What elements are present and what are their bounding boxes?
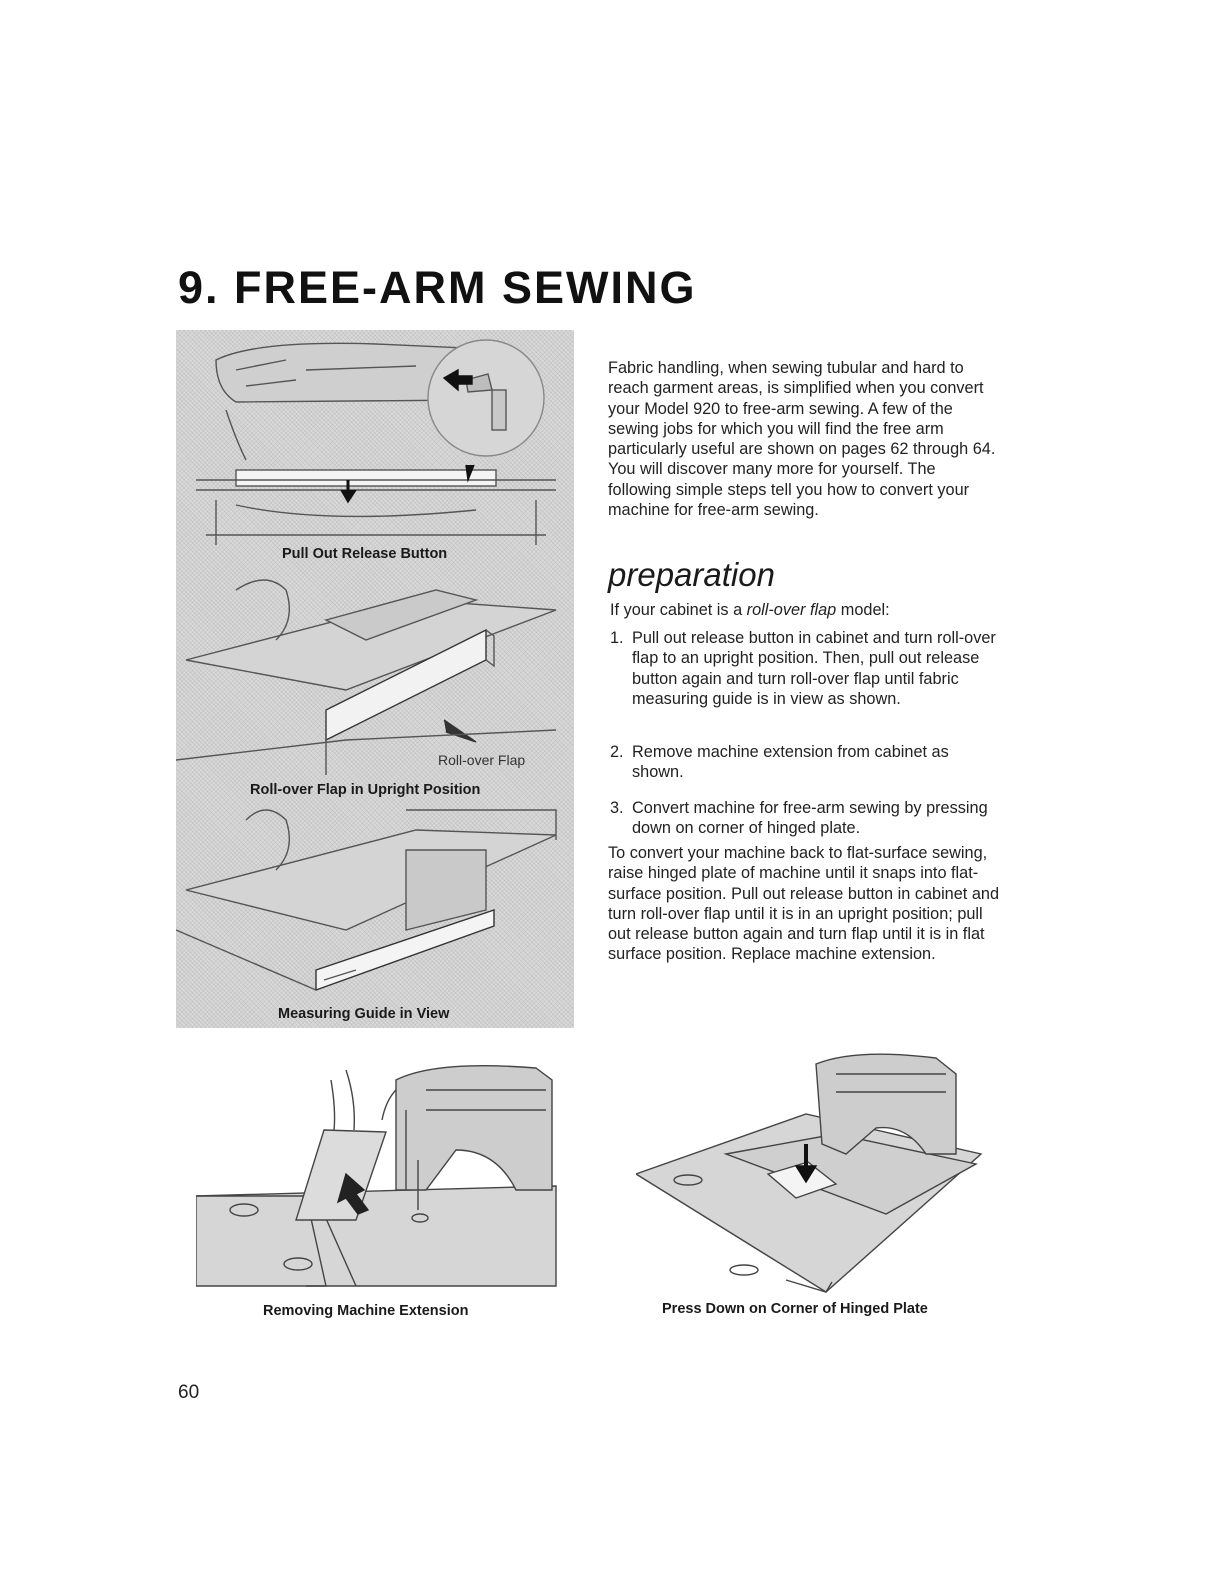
page-number: 60 <box>178 1382 200 1403</box>
closing-paragraph: To convert your machine back to flat-surface sewing, raise hinged plate of machine until it snaps into flat-surface position. Pull out release button in cabinet and turn roll-over flap until it is in an upright position; pull out release button again and turn flap until it is in flat surface position. Replace machine extension. <box>608 844 1000 964</box>
measuring-guide-drawing <box>176 810 556 990</box>
caption-press-down-hinged-plate: Press Down on Corner of Hinged Plate <box>662 1301 928 1317</box>
step-text: Remove machine extension from cabinet as shown. <box>632 743 949 782</box>
roll-over-flap-drawing <box>176 580 556 775</box>
instruction-illustration-panel <box>176 330 574 1028</box>
step-number: 1. <box>610 629 624 647</box>
caption-removing-machine-extension: Removing Machine Extension <box>263 1303 469 1319</box>
step-number: 3. <box>610 799 624 817</box>
caption-pull-out-release-button: Pull Out Release Button <box>282 546 448 562</box>
page-title: 9. FREE-ARM SEWING <box>178 262 697 313</box>
label-roll-over-flap: Roll-over Flap <box>438 752 526 768</box>
intro-paragraph: Fabric handling, when sewing tubular and hard to reach garment areas, is simplified when you convert your Model 920 to free-arm sewing. A few of the sewing jobs for which you will find the free arm particularly useful are shown on pages 62 through 64. You will discover many more for yourself. The following simple steps tell you how to convert your machine for free-arm sewing. <box>608 359 996 520</box>
step-text: Pull out release button in cabinet and turn roll-over flap to an upright position. Then, pull out release button again and turn roll-over flap until fabric measuring guide is in view as shown. <box>632 629 996 708</box>
section-heading-preparation: preparation <box>608 556 775 593</box>
step-text: Convert machine for free-arm sewing by pressing down on corner of hinged plate. <box>632 799 988 838</box>
cabinet-illustrations <box>176 330 574 1028</box>
preparation-lead: If your cabinet is a roll-over flap model: <box>610 601 890 619</box>
removing-machine-extension-drawing <box>196 1050 572 1298</box>
press-down-hinged-plate-drawing <box>636 1044 986 1296</box>
caption-roll-over-flap-upright: Roll-over Flap in Upright Position <box>250 782 481 798</box>
step-number: 2. <box>610 743 624 761</box>
caption-measuring-guide-in-view: Measuring Guide in View <box>278 1006 450 1022</box>
release-button-drawing <box>196 340 556 545</box>
